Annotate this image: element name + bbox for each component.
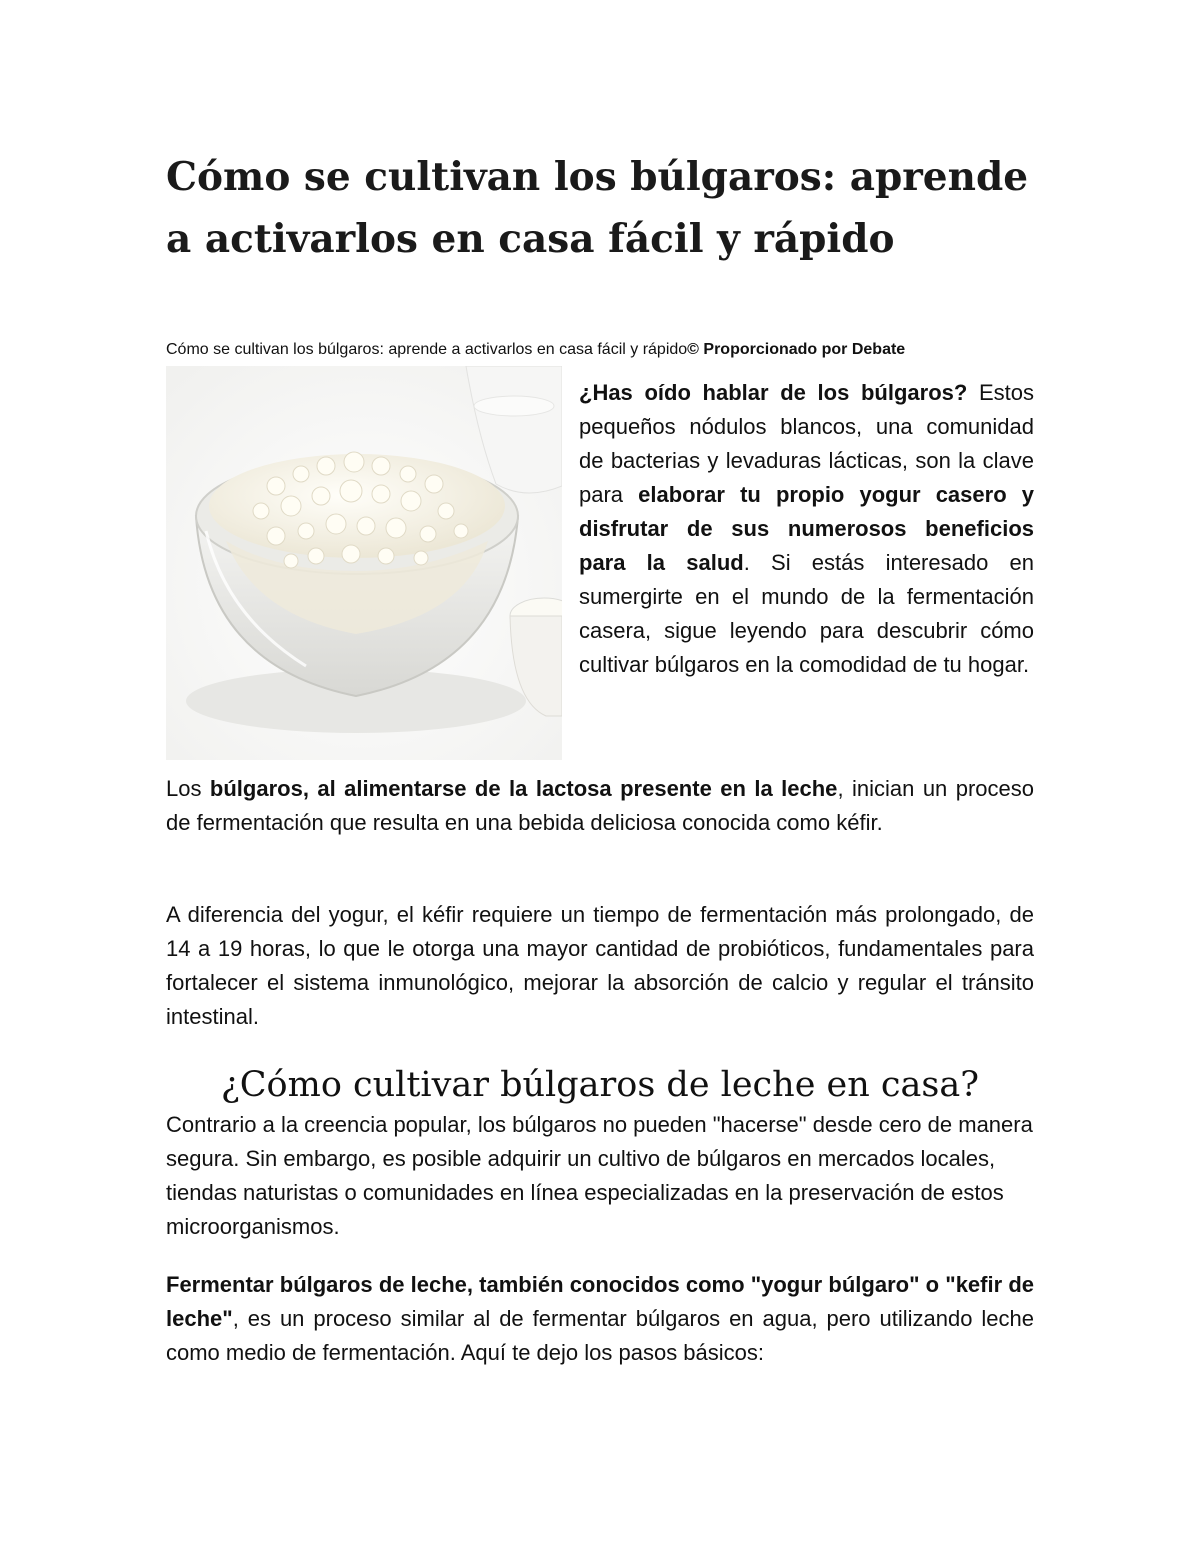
paragraph-1 — [166, 772, 1034, 840]
paragraph-4 — [166, 1268, 1034, 1370]
intro-paragraph — [579, 376, 1034, 682]
paragraph-2: A diferencia del yogur, el kéfir requiere un tiempo de fermentación más prolongado, de 14 a 19 horas, lo que le otorga una mayor cantidad de probióticos, fundamentales para fortalecer el sistema inmunológico, mejorar la absorción de calcio y regular el tránsito intestinal. — [166, 902, 1034, 1029]
p1-text-1: Los — [166, 776, 210, 801]
intro-bold-1: elaborar tu propio yogur casero y disfrutar de sus numerosos beneficios para la salud — [579, 482, 1034, 575]
p4-text: , es un proceso similar al de fermentar búlgaros en agua, pero utilizando leche como medio de fermentación. Aquí te dejo los pasos básicos: — [166, 1306, 1034, 1365]
paragraph-3: Contrario a la creencia popular, los búlgaros no pueden "hacerse" desde cero de manera segura. Sin embargo, es posible adquirir un cultivo de búlgaros en mercados locales, tiendas naturistas o comunidades en línea especializadas en la preservación de estos microorganismos. — [166, 1112, 1033, 1239]
fermentation-link[interactable]: fermentación casera — [579, 584, 1034, 643]
article-title: Cómo se cultivan los búlgaros: aprende a activarlos en casa fácil y rápido — [166, 154, 1029, 262]
caption-text: Cómo se cultivan los búlgaros: aprende a activarlos en casa fácil y rápido — [166, 341, 688, 358]
intro-text-2: . Si estás interesado en sumergirte en el mundo de la — [579, 550, 1034, 609]
caption-credit: © Proporcionado por Debate — [687, 341, 906, 358]
section-heading: ¿Cómo cultivar búlgaros de leche en casa? — [221, 1065, 979, 1105]
image-caption — [166, 339, 1046, 361]
p4-bold: Fermentar búlgaros de leche, también conocidos como "yogur búlgaro" o "kefir de leche" — [166, 1272, 1034, 1331]
intro-question: ¿Has oído hablar de los búlgaros? — [579, 380, 968, 405]
intro-text-3: , sigue leyendo para descubrir cómo cultivar búlgaros en la comodidad de tu hogar. — [579, 618, 1034, 677]
intro-text-1: Estos pequeños nódulos blancos, una comunidad de bacterias y levaduras lácticas, son la clave para — [579, 380, 1035, 507]
bulgaros-photo — [166, 366, 562, 760]
p1-bold: búlgaros, al alimentarse de la lactosa presente en la leche — [209, 776, 838, 801]
p1-text-2: , inician un proceso de fermentación que resulta en una bebida deliciosa conocida como kéfir. — [166, 776, 1035, 835]
